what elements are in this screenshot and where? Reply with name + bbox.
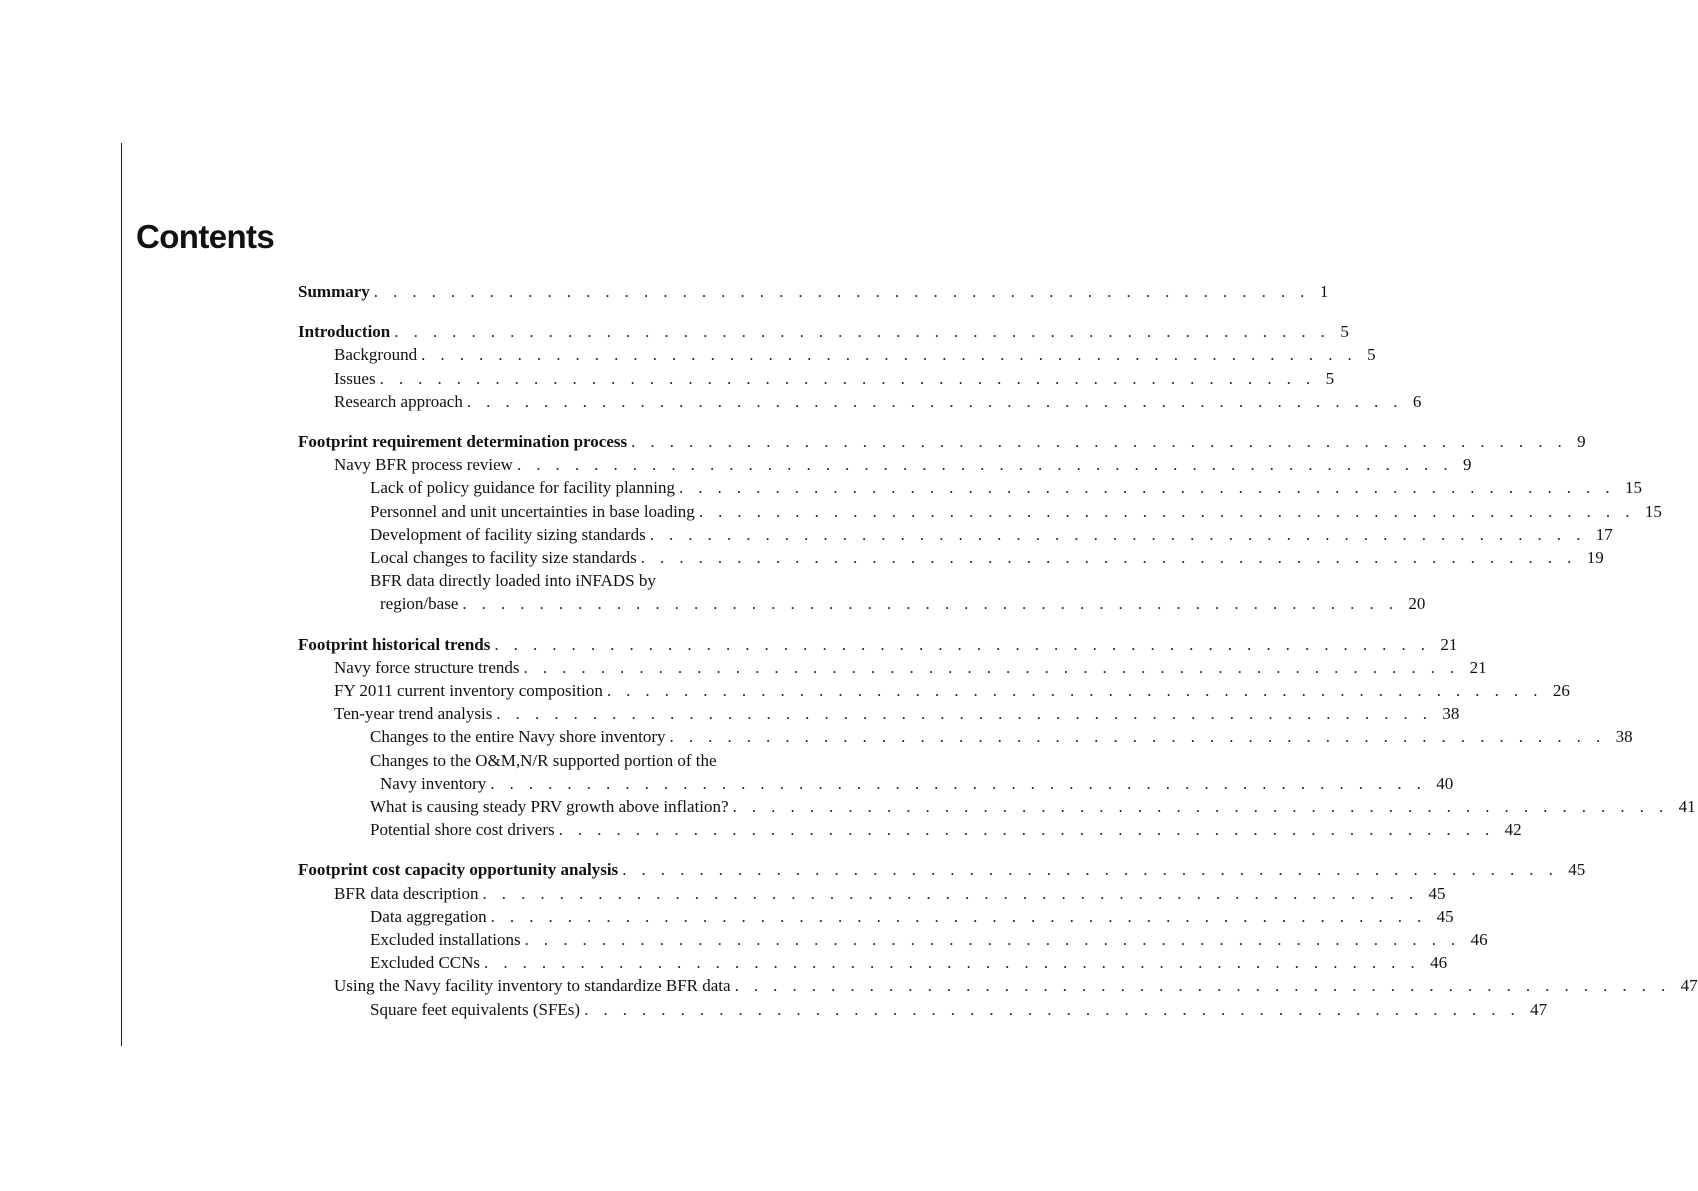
toc-entry-title: Footprint historical trends	[298, 634, 491, 654]
toc-entry-title: Development of facility sizing standards	[370, 524, 646, 544]
dot-leader: . . . . . . . . . . . . . . . . . . . . . . . . . . . . . . . . . . . . . . . . . . . . . . . . .	[496, 704, 1433, 724]
toc-section	[298, 430, 1662, 616]
toc-page-number: 17	[1595, 524, 1613, 544]
dot-leader: . . . . . . . . . . . . . . . . . . . . . . . . . . . . . . . . . . . . . . . . . . . . . . . . .	[649, 524, 1586, 544]
toc-entry[interactable]	[298, 858, 1586, 881]
toc-entry[interactable]	[298, 974, 1698, 997]
toc-entry-title: Summary	[298, 282, 370, 301]
toc-section	[298, 633, 1696, 842]
dot-leader: . . . . . . . . . . . . . . . . . . . . . . . . . . . . . . . . . . . . . . . . . . . . . . . . .	[678, 478, 1616, 498]
toc-entry[interactable]	[298, 882, 1446, 905]
toc-entry-title: Square feet equivalents (SFEs)	[370, 999, 581, 1019]
toc-entry-title: Footprint requirement determination process	[298, 432, 628, 452]
toc-page-number: 15	[1644, 501, 1662, 521]
toc-entry[interactable]	[298, 569, 813, 592]
toc-page-number: 5	[1367, 345, 1376, 365]
toc-entry[interactable]	[298, 367, 1335, 390]
dot-leader: . . . . . . . . . . . . . . . . . . . . . . . . . . . . . . . . . . . . . . . . . . . . . . . . .	[516, 455, 1454, 475]
dot-leader: . . . . . . . . . . . . . . . . . . . . . . . . . . . . . . . . . . . . . . . . . . . . . . . . .	[462, 594, 1399, 614]
toc-page-number: 45	[1428, 883, 1446, 903]
toc-entry[interactable]	[298, 951, 1448, 974]
toc-entry-title: Footprint cost capacity opportunity analysis	[298, 860, 619, 880]
toc-entry[interactable]	[298, 928, 1488, 951]
toc-entry-title: Changes to the O&M,N/R supported portion of the	[370, 750, 717, 770]
dot-leader: . . . . . . . . . . . . . . . . . . . . . . . . . . . . . . . . . . . . . . . . . . . . . . . . .	[669, 727, 1606, 747]
toc-page-number: 9	[1577, 432, 1586, 452]
dot-leader: . . . . . . . . . . . . . . . . . . . . . . . . . . . . . . . . . . . . . . . . . . . . . . . . .	[394, 322, 1331, 342]
toc-page-number: 45	[1568, 860, 1586, 880]
toc-entry[interactable]	[298, 343, 1376, 366]
dot-leader: . . . . . . . . . . . . . . . . . . . . . . . . . . . . . . . . . . . . . . . . . . . . . . . . .	[622, 860, 1559, 880]
dot-leader: . . . . . . . . . . . . . . . . . . . . . . . . . . . . . . . . . . . . . . . . . . . . . . . . .	[490, 906, 1427, 926]
toc-entry-title: Ten-year trend analysis	[334, 704, 493, 724]
toc-entry-title: Data aggregation	[370, 906, 487, 926]
toc-page-number: 21	[1469, 657, 1487, 677]
toc-section	[298, 858, 1698, 1020]
toc-entry-title: region/base	[380, 594, 459, 614]
toc-page-number: 45	[1436, 906, 1454, 926]
toc-entry[interactable]	[298, 998, 1548, 1021]
table-of-contents	[298, 280, 1698, 1038]
toc-entry-title: BFR data directly loaded into iNFADS by	[370, 571, 656, 591]
toc-page-number: 15	[1625, 478, 1643, 498]
toc-page-number: 26	[1552, 681, 1570, 701]
toc-entry[interactable]	[298, 679, 1570, 702]
toc-entry-title: Issues	[334, 368, 376, 388]
toc-page-number: 6	[1412, 391, 1422, 411]
dot-leader: . . . . . . . . . . . . . . . . . . . . . . . . . . . . . . . . . . . . . . . . . . . . . . . . .	[421, 345, 1358, 365]
toc-entry[interactable]	[298, 476, 1643, 499]
toc-entry-title: Background	[334, 345, 418, 365]
dot-leader: . . . . . . . . . . . . . . . . . . . . . . . . . . . . . . . . . . . . . . . . . . . . . . . . .	[558, 820, 1495, 840]
toc-entry-title: Navy BFR process review	[334, 455, 513, 475]
dot-leader: . . . . . . . . . . . . . . . . . . . . . . . . . . . . . . . . . . . . . . . . . . . . . . . . .	[732, 797, 1669, 817]
toc-page-number: 20	[1408, 594, 1426, 614]
toc-entry-title: Personnel and unit uncertainties in base loading	[370, 501, 695, 521]
toc-entry-title: Potential shore cost drivers	[370, 820, 555, 840]
toc-entry[interactable]	[298, 500, 1662, 523]
dot-leader: . . . . . . . . . . . . . . . . . . . . . . . . . . . . . . . . . . . . . . . . . . . . . . . . .	[584, 999, 1521, 1019]
toc-page-number: 41	[1678, 797, 1696, 817]
toc-entry-title: Changes to the entire Navy shore inventory	[370, 727, 666, 747]
toc-page-number: 42	[1504, 820, 1522, 840]
toc-entry-title: Navy force structure trends	[334, 657, 520, 677]
dot-leader: . . . . . . . . . . . . . . . . . . . . . . . . . . . . . . . . . . . . . . . . . . . . . . . . .	[524, 930, 1461, 950]
toc-page-number: 5	[1340, 322, 1349, 342]
dot-leader: . . . . . . . . . . . . . . . . . . . . . . . . . . . . . . . . . . . . . . . . . . . . . . . . .	[484, 953, 1421, 973]
toc-section	[298, 280, 1329, 303]
toc-page-number: 47	[1530, 999, 1548, 1019]
dot-leader: . . . . . . . . . . . . . . . . . . . . . . . . . . . . . . . . . . . . . . . . . . . . . . . . .	[379, 368, 1316, 388]
toc-page-number: 5	[1325, 368, 1335, 388]
toc-entry[interactable]	[298, 749, 813, 772]
toc-page-number: 46	[1470, 930, 1488, 950]
toc-page-number: 9	[1463, 455, 1472, 475]
toc-page-number: 46	[1430, 953, 1448, 973]
toc-section	[298, 320, 1422, 413]
toc-entry[interactable]	[298, 390, 1422, 413]
toc-entry-title: Research approach	[334, 391, 463, 411]
dot-leader: . . . . . . . . . . . . . . . . . . . . . . . . . . . . . . . . . . . . . . . . . . . . . . . . .	[631, 432, 1568, 452]
toc-entry-title: FY 2011 current inventory composition	[334, 681, 603, 701]
toc-entry-title: Navy inventory	[380, 773, 487, 793]
toc-entry-title: Introduction	[298, 322, 391, 342]
dot-leader: . . . . . . . . . . . . . . . . . . . . . . . . . . . . . . . . . . . . . . . . . . . . . . . . .	[734, 976, 1671, 996]
dot-leader: . . . . . . . . . . . . . . . . . . . . . . . . . . . . . . . . . . . . . . . . . . . . . . . . .	[606, 681, 1543, 701]
toc-entry[interactable]	[298, 523, 1613, 546]
toc-page-number: 40	[1436, 773, 1454, 793]
toc-entry[interactable]	[298, 280, 1329, 303]
toc-entry-title: Using the Navy facility inventory to standardize BFR data	[334, 976, 731, 996]
toc-entry[interactable]	[298, 656, 1487, 679]
page-title: Contents	[136, 218, 275, 255]
toc-entry-title: Lack of policy guidance for facility planning	[370, 478, 675, 498]
toc-page-number: 47	[1680, 976, 1698, 996]
dot-leader: . . . . . . . . . . . . . . . . . . . . . . . . . . . . . . . . . . . . . . . . . . . . . . . . .	[494, 634, 1431, 654]
toc-entry-continuation[interactable]	[298, 592, 1426, 615]
dot-leader: . . . . . . . . . . . . . . . . . . . . . . . . . . . . . . . . . . . . . . . . . . . . . . . . .	[466, 391, 1403, 411]
toc-page-number: 21	[1440, 634, 1458, 654]
toc-entry[interactable]	[298, 905, 1454, 928]
toc-entry[interactable]	[298, 320, 1349, 343]
dot-leader: . . . . . . . . . . . . . . . . . . . . . . . . . . . . . . . . . . . . . . . . . . . . . . . . .	[373, 282, 1310, 301]
margin-rule	[121, 143, 122, 1046]
toc-entry-title: Excluded installations	[370, 930, 521, 950]
toc-entry-continuation[interactable]	[298, 772, 1454, 795]
toc-entry[interactable]	[298, 818, 1522, 841]
toc-entry-title: Excluded CCNs	[370, 953, 481, 973]
dot-leader: . . . . . . . . . . . . . . . . . . . . . . . . . . . . . . . . . . . . . . . . . . . . . . . . .	[640, 548, 1577, 568]
dot-leader: . . . . . . . . . . . . . . . . . . . . . . . . . . . . . . . . . . . . . . . . . . . . . . . . .	[698, 501, 1635, 521]
toc-entry-title: What is causing steady PRV growth above inflation?	[370, 797, 729, 817]
toc-page-number: 19	[1586, 548, 1604, 568]
toc-entry-title: BFR data description	[334, 883, 479, 903]
toc-entry[interactable]	[298, 633, 1458, 656]
dot-leader: . . . . . . . . . . . . . . . . . . . . . . . . . . . . . . . . . . . . . . . . . . . . . . . . .	[490, 773, 1427, 793]
toc-entry[interactable]	[298, 430, 1586, 453]
toc-entry[interactable]	[298, 795, 1696, 818]
toc-entry[interactable]	[298, 725, 1633, 748]
toc-page-number: 38	[1615, 727, 1633, 747]
dot-leader: . . . . . . . . . . . . . . . . . . . . . . . . . . . . . . . . . . . . . . . . . . . . . . . . .	[482, 883, 1419, 903]
toc-page-number: 38	[1442, 704, 1460, 724]
toc-entry[interactable]	[298, 546, 1604, 569]
dot-leader: . . . . . . . . . . . . . . . . . . . . . . . . . . . . . . . . . . . . . . . . . . . . . . . . .	[523, 657, 1460, 677]
toc-entry-title: Local changes to facility size standards	[370, 548, 637, 568]
toc-entry[interactable]	[298, 702, 1460, 725]
toc-entry[interactable]	[298, 453, 1472, 476]
toc-page-number: 1	[1319, 282, 1329, 301]
